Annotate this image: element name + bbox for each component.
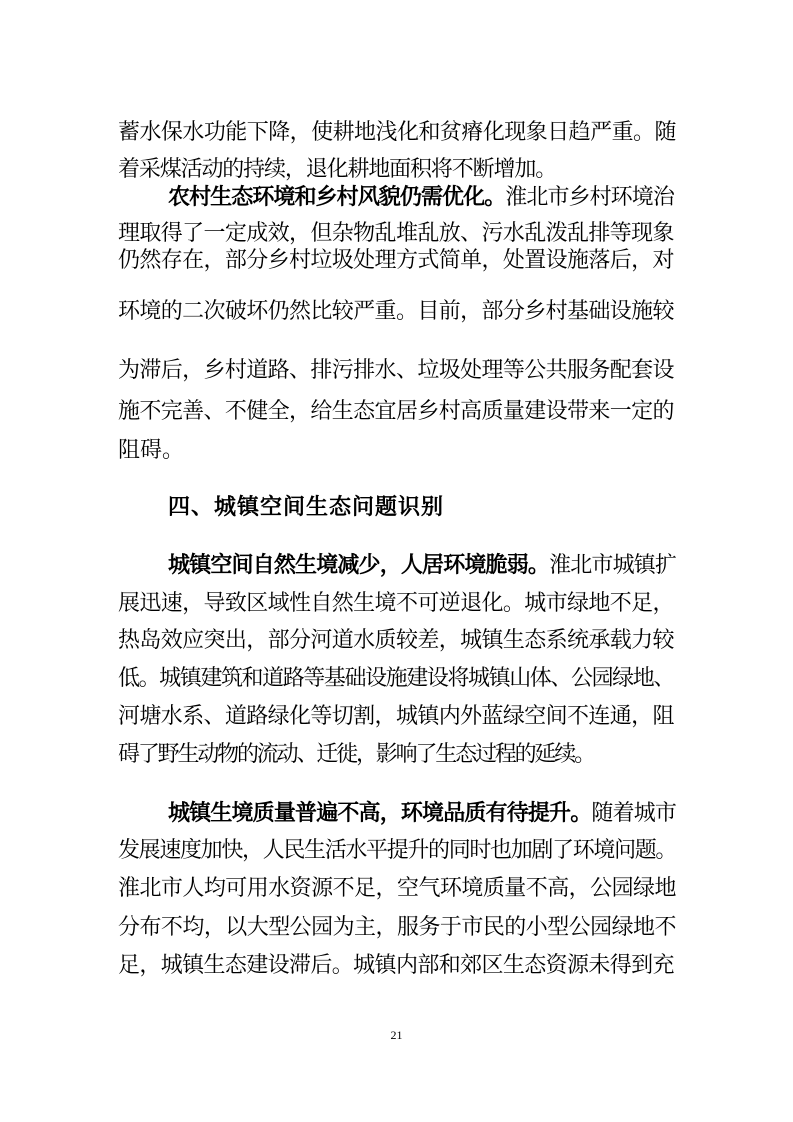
text-line	[118, 297, 674, 327]
body-text-run: 发展速度加快，人民生活水平提升的同时也加剧了环境问题。	[118, 838, 677, 863]
body-text-run: 分布不均，以大型公园为主，服务于市民的小型公园绿地不	[118, 915, 676, 940]
body-text-run: 环境的二次破坏仍然比较严重。目前，部分乡村基础设施较	[118, 299, 674, 324]
body-text-run: 阻碍。	[118, 438, 185, 463]
text-line	[118, 836, 676, 866]
text-line	[118, 664, 674, 694]
body-text-run: 河塘水系、道路绿化等切割，城镇内外蓝绿空间不连通，阻	[118, 704, 674, 729]
body-text-run: 淮北市城镇扩	[549, 553, 677, 578]
body-text-run: 为滞后，乡村道路、排污排水、垃圾处理等公共服务配套设	[118, 358, 674, 383]
body-text-run: 理取得了一定成效，但杂物乱堆乱放、污水乱泼乱排等现象	[118, 221, 674, 246]
text-line	[168, 550, 676, 581]
text-line	[118, 702, 674, 732]
bold-heading-text: 农村生态环境和乡村风貌仍需优化。	[168, 184, 506, 210]
bold-heading-text: 城镇空间自然生境减少，人居环境脆弱。	[168, 552, 550, 578]
body-text-run: 随着城市	[591, 801, 677, 826]
text-line	[118, 155, 556, 185]
body-text-run: 施不完善、不健全，给生态宜居乡村高质量建设带来一定的	[118, 399, 674, 424]
text-line	[168, 182, 674, 213]
text-line	[118, 397, 674, 427]
body-text-run: 蓄水保水功能下降，使耕地浅化和贫瘠化现象日趋严重。随	[118, 120, 676, 145]
body-text-run: 碍了野生动物的流动、迁徙，影响了生态过程的延续。	[118, 742, 594, 767]
bold-heading-text: 四、城镇空间生态问题识别	[168, 494, 445, 520]
body-text-run: 仍然存在，部分乡村垃圾处理方式简单，处置设施落后，对	[118, 248, 674, 273]
text-line	[118, 589, 674, 619]
text-line	[118, 874, 676, 904]
body-text-run: 淮北市乡村环境治	[505, 185, 674, 210]
text-line	[118, 951, 674, 981]
body-text-run: 低。城镇建筑和道路等基础设施建设将城镇山体、公园绿地、	[118, 666, 674, 691]
body-text-run: 足，城镇生态建设滞后。城镇内部和郊区生态资源未得到充	[118, 953, 674, 978]
text-line	[118, 913, 676, 943]
text-line	[118, 740, 594, 770]
text-line	[168, 798, 676, 829]
text-line	[168, 492, 444, 523]
text-line	[118, 626, 674, 656]
text-line	[118, 436, 184, 466]
body-text-run: 热岛效应突出，部分河道水质较差，城镇生态系统承载力较	[118, 628, 674, 653]
text-line	[118, 246, 674, 276]
body-text-run: 着采煤活动的持续，退化耕地面积将不断增加。	[118, 157, 557, 182]
page-number: 21	[390, 1028, 403, 1042]
body-text-run: 淮北市人均可用水资源不足，空气环境质量不高，公园绿地	[118, 876, 676, 901]
text-line	[118, 356, 674, 386]
body-text-run: 展迅速，导致区域性自然生境不可逆退化。城市绿地不足，	[118, 591, 674, 616]
text-line	[118, 118, 676, 148]
bold-heading-text: 城镇生境质量普遍不高，环境品质有待提升。	[168, 800, 592, 826]
text-line	[118, 219, 674, 249]
